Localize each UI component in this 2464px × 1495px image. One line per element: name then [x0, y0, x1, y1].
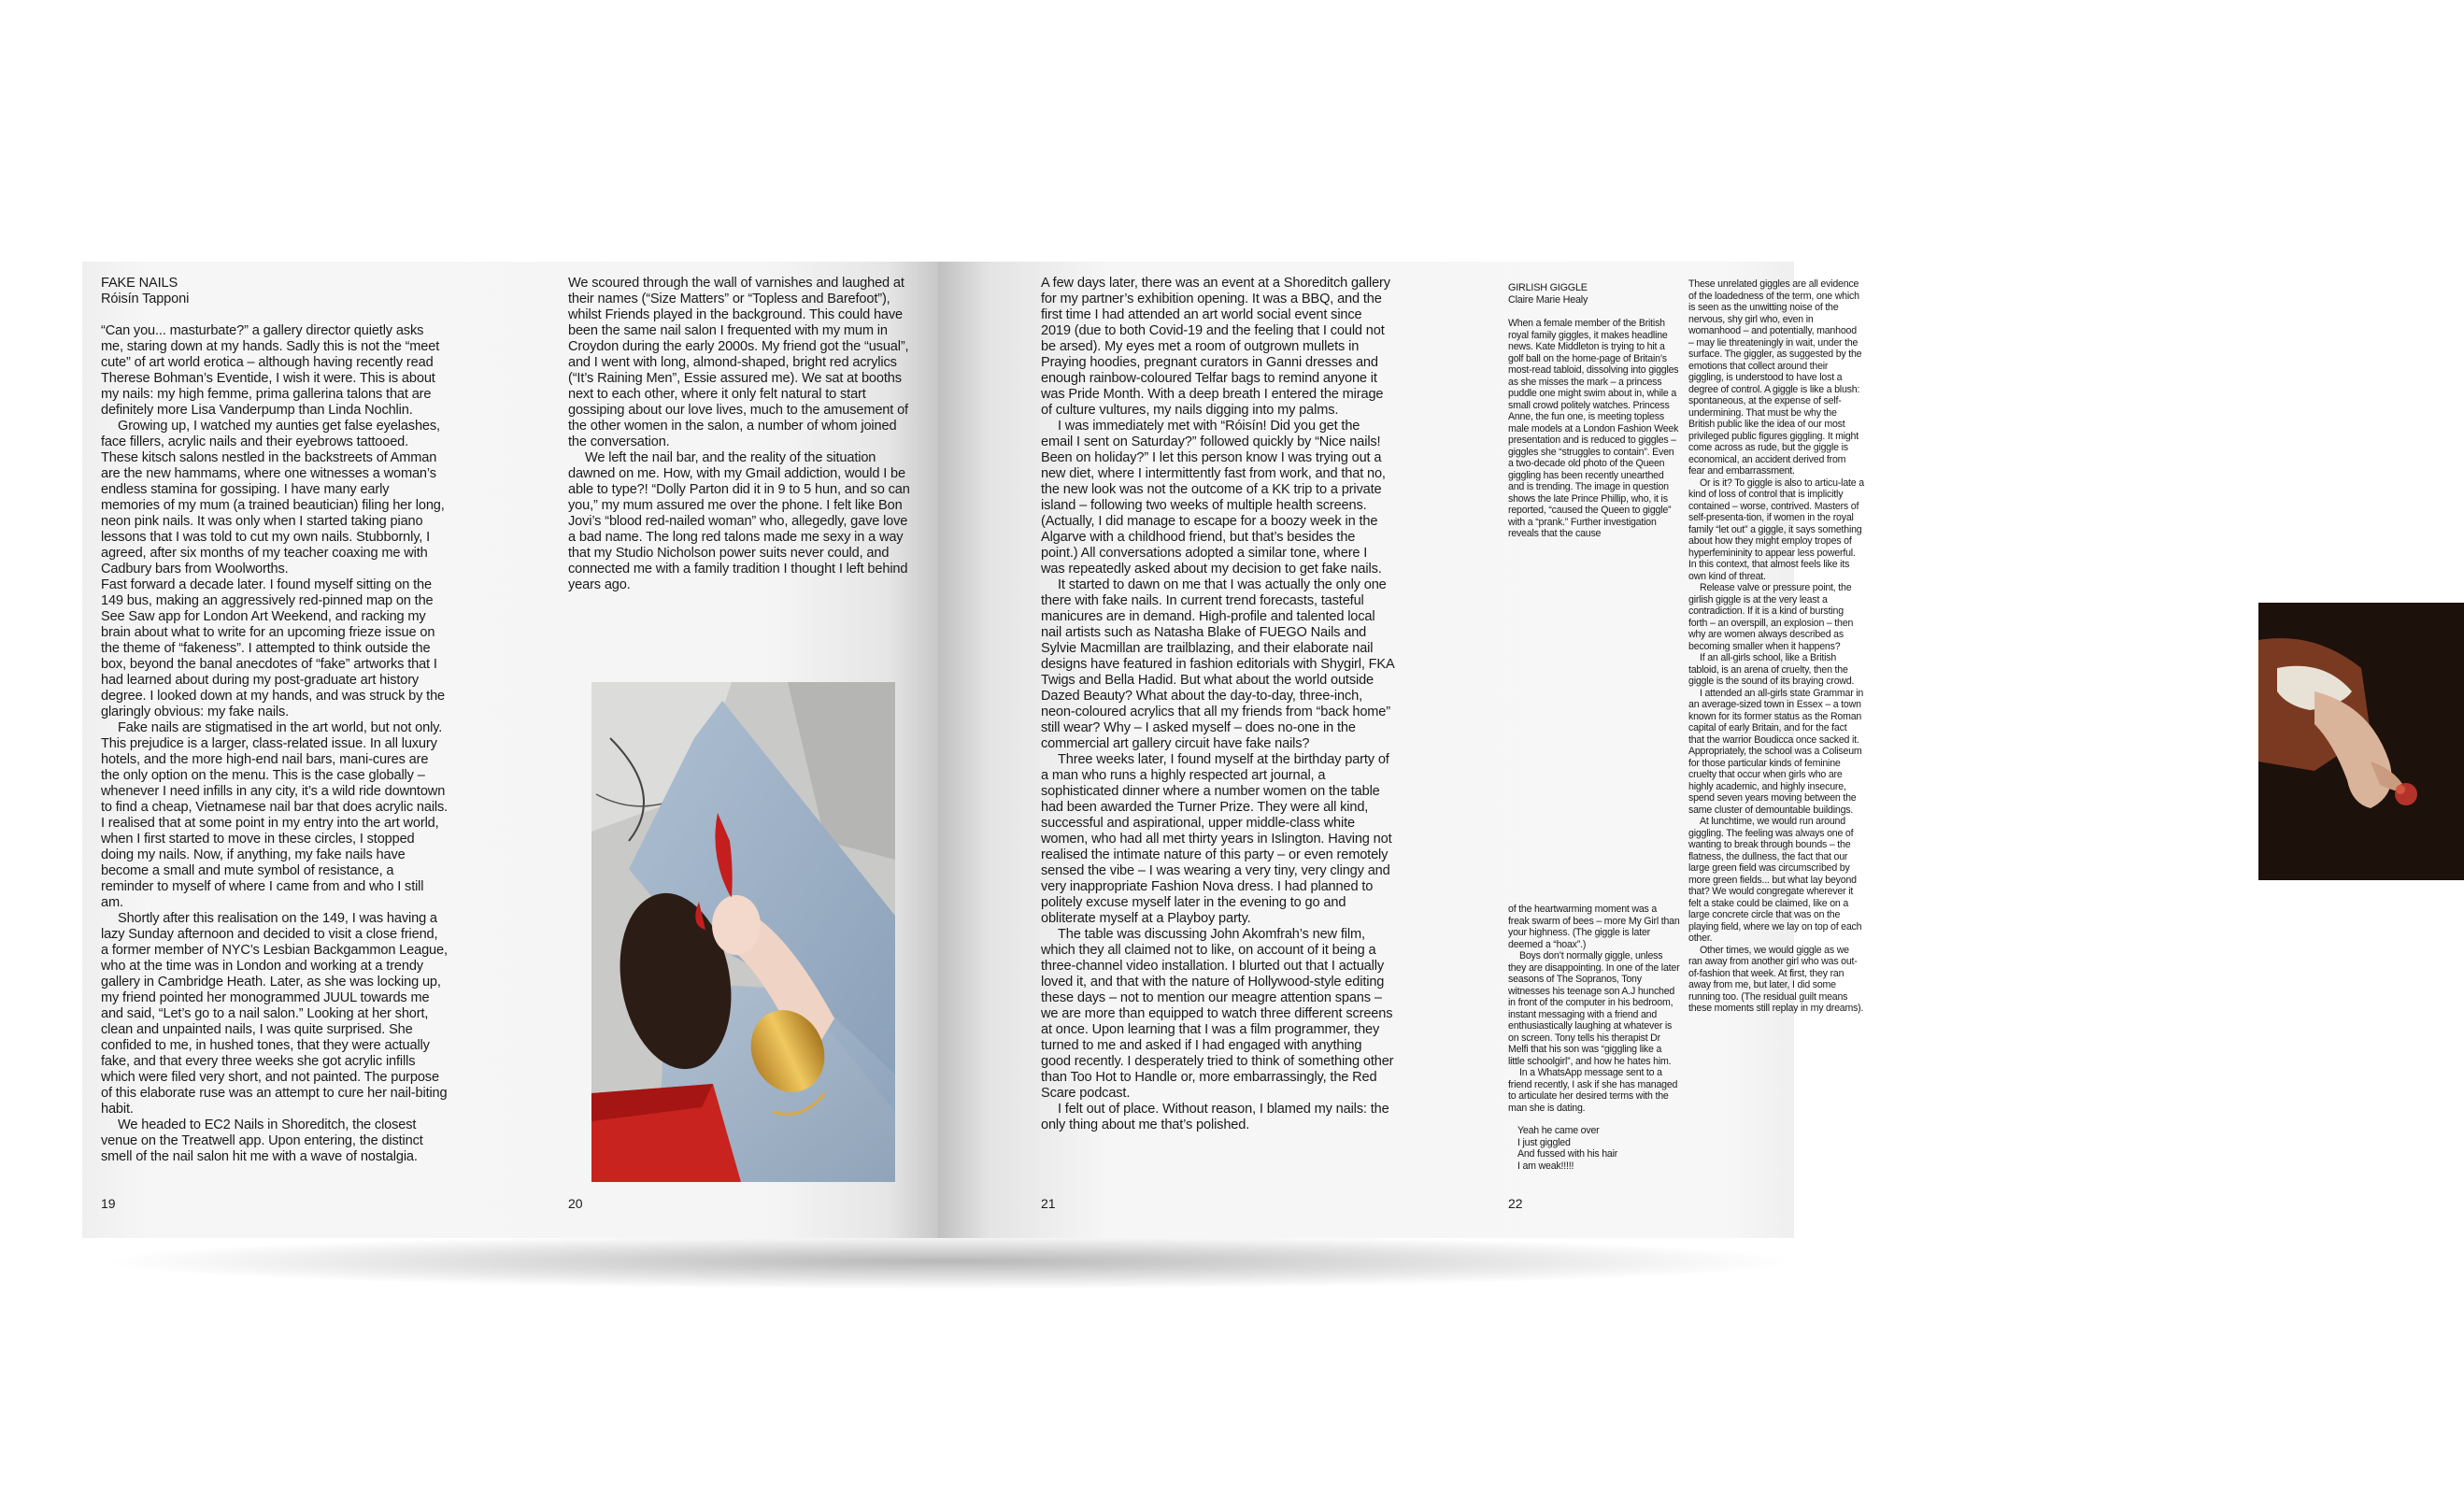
paragraph: Growing up, I watched my aunties get false eyelashes, face fillers, acrylic nails and their eyebrows tattooed. These kitsch salons nestled in the backstreets of Amman are the new hammams, where one witnesses a woman’s endless stamina for gossiping. I have many early memories of my mum (a trained beautician) filing her long, neon pink nails. It was only when I started taking piano lessons that I was told to cut my own nails. Stubbornly, I agreed, after six months of my teacher coaxing me with Cadbury bars from Woolworths.	[101, 419, 445, 577]
left-page	[82, 262, 938, 1238]
paragraph: Shortly after this realisation on the 149, I was having a lazy Sunday afternoon and decided to visit a close friend, a former member of NYC’s Lesbian Backgammon League, who at the time was in London and working at a trendy gallery in Cambridge Heath. Later, as she was locking up, my friend pointed her monogrammed JUUL towards me and said, “Let’s go to a nail salon.” Looking at her short, clean and unpainted nails, I was quite surprised. She confided to me, in hushed tones, that they were actually fake, and that every three weeks she got acrylic infills which were filed very short, and not painted. The purpose of this elaborate ruse was an attempt to cure her nail-biting habit.	[101, 911, 448, 1117]
paragraph: Boys don’t normally giggle, unless they are disappointing. In one of the later seasons of The Sopranos, Tony witnesses his teenage son A.J hunched in front of the computer in his bedroom, instant messaging with a friend and enthusiastically laughing at whatever is on screen. Tony tells his therapist Dr Melfi that his son was “giggling like a little schoolgirl”, and how he hates him.	[1508, 950, 1680, 1067]
paragraph: Or is it? To giggle is also to articu-late a kind of loss of control that is implicitly contained – worse, contrived. Masters of self-presenta-tion, if women in the royal family “let out” a giggle, it says something about how they might employ tropes of hyperfemininity to appear less powerful. In this context, that almost feels like its own kind of threat.	[1688, 477, 1864, 582]
paragraph: I was immediately met with “Róisín! Did you get the email I sent on Saturday?” followed quickly by “Nice nails! Been on holiday?” I let this person know I was trying out a new diet, where I intermittently fast from work, and that no, the new look was not the outcome of a KK trip to a private island – following two weeks of multiple health screens. (Actually, I did manage to escape for a boozy week in the Algarve with a childhood friend, but that’s besides the point.) All conversations adopted a similar tone, where I was repeatedly asked about my decision to get fake nails.	[1041, 419, 1386, 577]
paragraph: Fast forward a decade later. I found myself sitting on the 149 bus, making an aggressively red-pinned map on the See Saw app for London Art Weekend, and racking my brain about what to write for an upcoming frieze issue on the theme of “fakeness”. I attempted to think outside the box, beyond the banal anecdotes of “fake” artworks that I had learned about during my post-graduate art history degree. I looked down at my hands, and was struck by the glaringly obvious: my fake nails.	[101, 577, 446, 719]
page-number: 21	[1041, 1196, 1056, 1211]
paragraph: When a female member of the British royal family giggles, it makes headline news. Kate Middleton is trying to hit a golf ball on the home-page of Britain’s most-read tabloid, dissolving into giggles as she misses the mark – a princess puddle one might swim about in, while a small crowd politely watches. Princess Anne, the fun one, is meeting topless male models at a London Fashion Week presentation and is reduced to giggles – giggles she “struggles to contain”. Even a two-decade old photo of the Queen giggling has been recently unearthed and is trending. The image in question shows the late Prince Phillip, who, it is reported, “caused the Queen to giggle” with a “prank.” Further investigation reveals that the cause	[1508, 318, 1679, 539]
paragraph: Release valve or pressure point, the girlish giggle is at the very least a contradiction. If it is a kind of bursting forth – an overspill, an explosion – then why are women always described as becoming smaller when it happens?	[1688, 582, 1854, 652]
article-author: Róisín Tapponi	[101, 292, 190, 306]
article-fake-nails-column	[101, 276, 449, 1165]
paragraph: It started to dawn on me that I was actually the only one there with fake nails. In current trend forecasts, tasteful manicures are in demand. High-profile and talented local nail artists such as Natasha Blake of FUEGO Nails and Sylvie Macmillan are trailblazing, and their elaborate nail designs have featured in fashion editorials with Shygirl, FKA Twigs and Bella Hadid. But what about the world outside Dazed Beauty? What about the day-to-day, three-inch, neon-coloured acrylics that all my friends from “back home” still wear? Why – I asked myself – does no-one in the commercial art gallery circuit have fake nails?	[1041, 577, 1394, 751]
paragraph: If an all-girls school, like a British tabloid, is an arena of cruelty, then the giggle is the sound of its braying crowd.	[1688, 652, 1855, 687]
paragraph: These unrelated giggles are all evidence of the loadedness of the term, one which is seen as the unwitting noise of the nervous, shy girl who, even in womanhood – and potentially, manhood – may lie threateningly in wait, under the surface. The giggler, as suggested by the emotions that collect around their giggling, is understood to have lost a degree of control. A giggle is like a blush: spontaneous, at the expense of self-undermining. That must be why the British public like the idea of our most privileged public figures giggling. It might come across as rude, but the giggle is economical, an accident derived from fear and embarrassment.	[1688, 278, 1862, 477]
paragraph: At lunchtime, we would run around giggling. The feeling was always one of wanting to break through bounds – the flatness, the dullness, the fact that our large green field was circumscribed by more green fields... but what lay beyond that? We would congregate wherever it felt a stake could be claimed, like on a large concrete circle that was on the playing field, where we lay on top of each other.	[1688, 816, 1862, 944]
paragraph: I attended an all-girls state Grammar in an average-sized town in Essex – a town known for its former status as the Roman capital of early Britain, and for the fact that the warrior Boudicca once sacked it. Appropriately, the school was a Coliseum for those particular kinds of feminine cruelty that occur when girls who are highly academic, and highly insecure, spend seven years moving between the same cluster of demountable buildings.	[1688, 687, 1864, 816]
nails-photo	[591, 682, 895, 1182]
paragraph: We scoured through the wall of varnishes and laughed at their names (“Size Matters” or “Topless and Barefoot”), whilst Friends played in the background. This could have been the same nail salon I frequented with my mum in Croydon during the early 2000s. My friend got the “usual”, and I went with long, almond-shaped, bright red acrylics (“It’s Raining Men”, Essie assured me). We sat at booths next to each other, where it only felt natural to start gossiping about our love lives, much to the amusement of the other women in the salon, a number of whom joined the conversation.	[568, 276, 909, 449]
quoted-message	[1508, 1125, 1680, 1172]
page-number: 20	[568, 1196, 583, 1211]
magazine-spread	[82, 262, 1864, 1238]
paragraph: “Can you... masturbate?” a gallery director quietly asks me, staring down at my hands. Sadly this is not the “meet cute” of art world erotica – although having recently read Therese Bohman’s Eventide, I wish it were. This is about my nails: my high femme, prima gallerina talons that are definitely more Lisa Vanderpump than Linda Nochlin.	[101, 323, 440, 418]
right-page	[938, 262, 1864, 1238]
article-girlish-giggle-column-lower	[1508, 904, 1680, 1172]
article-author: Claire Marie Healy	[1508, 294, 1588, 306]
paragraph: The table was discussing John Akomfrah’s new film, which they all claimed not to like, on account of it being a three-channel video installation. I blurted out that I actually loved it, and that with the nature of Hollywood-style editing these days – not to mention our meagre attention spans – we are more than equipped to watch three different screens at once. Upon learning that I was a film programmer, they turned to me and asked if I had engaged with anything good recently. I desperately tried to think of something other than Too Hot to Handle or, more embarrassingly, the Red Scare podcast.	[1041, 927, 1394, 1101]
paragraph: In a WhatsApp message sent to a friend recently, I ask if she has managed to articulate her desired terms with the man she is dating.	[1508, 1067, 1678, 1114]
poem-line: And fussed with his hair	[1517, 1148, 1618, 1160]
article-fake-nails-column-3	[1041, 276, 1394, 1133]
portrait-painting-oval	[2258, 603, 2464, 880]
page-number: 19	[101, 1196, 116, 1211]
article-fake-nails-column-2	[568, 276, 919, 593]
paragraph: Three weeks later, I found myself at the birthday party of a man who runs a highly respected art journal, a sophisticated dinner where a number women on the table had been awarded the Turner Prize. They were all kind, successful and aspirational, upper middle-class white women, who had all met thirty years in Islington. Having not realised the intimate nature of this party – or even remotely sensed the vibe – I was wearing a very tiny, very clingy and very inappropriate Fashion Nova dress. I had planned to politely excuse myself later in the evening to go and obliterate myself at a Playboy party.	[1041, 752, 1392, 926]
hand-painting-illustration	[2258, 603, 2464, 880]
nails-photo-illustration	[591, 682, 895, 1182]
paragraph: Other times, we would giggle as we ran away from another girl who was out-of-fashion that week. At first, they ran away from me, but later, I did some running too. (The residual guilt means these moments still replay in my dreams).	[1688, 944, 1864, 1014]
paragraph: of the heartwarming moment was a freak swarm of bees – more My Girl than your highness. (The giggle is later deemed a “hoax”.)	[1508, 904, 1680, 950]
paragraph: A few days later, there was an event at a Shoreditch gallery for my partner’s exhibition opening. It was a BBQ, and the first time I had attended an art world social event since 2019 (due to both Covid-19 and the feeling that I could not be arsed). My eyes met a room of outgrown mullets in Praying hoodies, pregnant curators in Ganni dresses and enough rainbow-coloured Telfar bags to remind anyone it was Pride Month. With a deep breath I entered the mirage of culture vultures, my nails digging into my palms.	[1041, 276, 1390, 418]
article-title: GIRLISH GIGGLE	[1508, 282, 1588, 293]
article-title: FAKE NAILS	[101, 276, 178, 291]
article-girlish-giggle-column-2	[1688, 278, 1864, 1015]
paragraph: We left the nail bar, and the reality of the situation dawned on me. How, with my Gmail addiction, would I be able to type?! “Dolly Parton did it in 9 to 5 hun, and so can you,” my mum assured me over the phone. I felt like Bon Jovi’s “blood red-nailed woman” who, allegedly, gave love a bad name. The long red talons made me sexy in a way that my Studio Nicholson power suits never could, and connected me with a family tradition I thought I left behind years ago.	[568, 450, 910, 592]
poem-line: I just giggled	[1517, 1136, 1571, 1148]
poem-line: Yeah he came over	[1517, 1125, 1600, 1136]
book-shadow	[93, 1233, 1803, 1289]
article-girlish-giggle-column	[1508, 282, 1680, 540]
paragraph: We headed to EC2 Nails in Shoreditch, the closest venue on the Treatwell app. Upon entering, the distinct smell of the nail salon hit me with a wave of nostalgia.	[101, 1118, 423, 1164]
paragraph: Fake nails are stigmatised in the art world, but not only. This prejudice is a larger, class-related issue. In all luxury hotels, and the more high-end nail bars, mani-cures are the only option on the menu. This is the case globally – whenever I need infills in any city, it’s a wild ride downtown to find a cheap, Vietnamese nail bar that does acrylic nails. I realised that at some point in my entry into the art world, when I first started to move in these circles, I stopped doing my nails. Now, if anything, my fake nails have become a small and mute symbol of resistance, a reminder to myself of where I came from and who I still am.	[101, 720, 449, 910]
paragraph: I felt out of place. Without reason, I blamed my nails: the only thing about me that’s polished.	[1041, 1102, 1389, 1132]
poem-line: I am weak!!!!!	[1517, 1160, 1574, 1172]
page-number: 22	[1508, 1196, 1523, 1211]
